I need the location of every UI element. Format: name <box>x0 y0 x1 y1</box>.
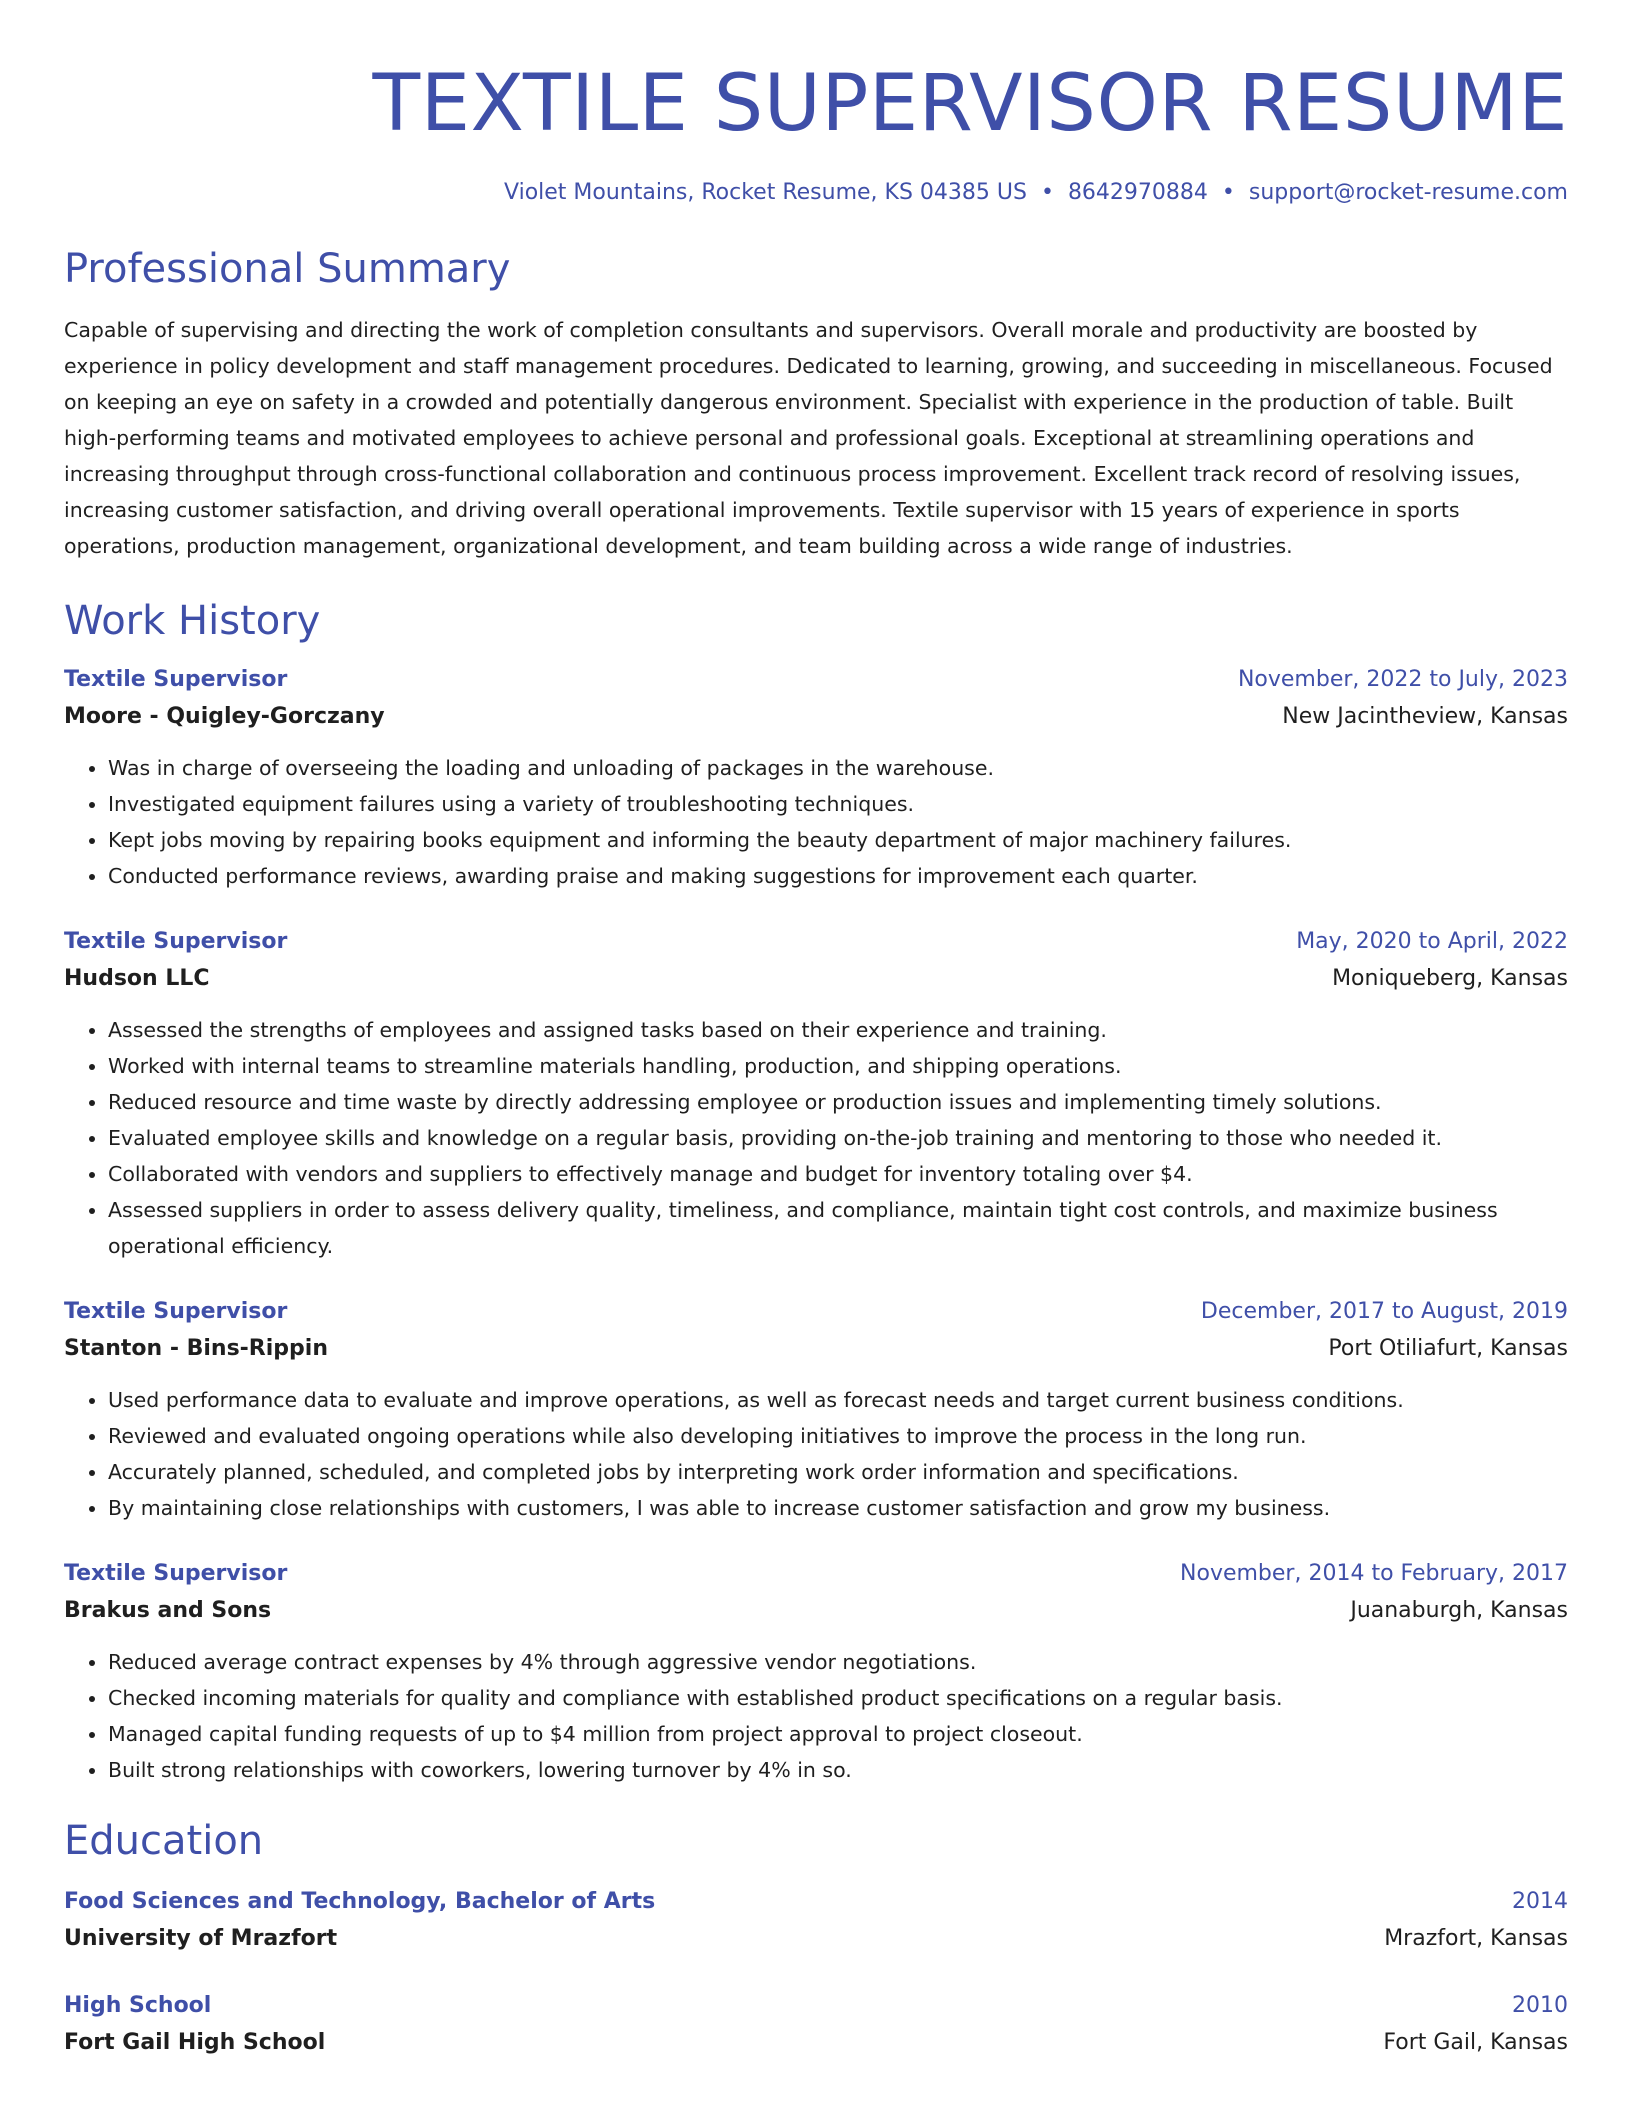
job-bullet: • Was in charge of overseeing the loading and unloading of packages in the warehouse. <box>108 750 1568 786</box>
summary-heading: Professional Summary <box>64 246 511 292</box>
education-heading: Education <box>64 1818 264 1864</box>
job-dates: November, 2022 to July, 2023 <box>1237 667 1568 692</box>
work-history-heading: Work History <box>64 598 321 644</box>
contact-address: Violet Mountains, Rocket Resume, KS 04385 US <box>504 180 1027 205</box>
job-bullet: • Managed capital funding requests of up to $4 million from project approval to project closeout. <box>108 1716 1568 1752</box>
job-bullets <box>64 1644 1568 1788</box>
job-company: Moore - Quigley-Gorczany <box>64 704 385 729</box>
job-bullet: • Worked with internal teams to streamline materials handling, production, and shipping operations. <box>108 1048 1568 1084</box>
job-location: New Jacintheview, Kansas <box>1282 704 1568 729</box>
education-entry <box>64 1988 1568 2062</box>
education-entry <box>64 1884 1568 1958</box>
job-bullet: • Reduced average contract expenses by 4% through aggressive vendor negotiations. <box>108 1644 1568 1680</box>
job-dates: May, 2020 to April, 2022 <box>1296 929 1568 954</box>
job-title: Textile Supervisor <box>64 1561 288 1586</box>
job-bullet: • Conducted performance reviews, awarding praise and making suggestions for improvement each quarter. <box>108 858 1568 894</box>
education-school: Fort Gail High School <box>64 2030 326 2055</box>
job-bullet: • Assessed suppliers in order to assess delivery quality, timeliness, and compliance, maintain tight cost controls, and maximize business operational efficiency. <box>108 1192 1568 1264</box>
education-location: Fort Gail, Kansas <box>1383 2030 1568 2055</box>
contact-separator: • <box>1040 180 1054 205</box>
contact-line <box>64 178 1568 208</box>
work-history-section <box>64 596 1568 1788</box>
job-bullet: • By maintaining close relationships with customers, I was able to increase customer satisfaction and grow my business. <box>108 1490 1568 1526</box>
job-dates: December, 2017 to August, 2019 <box>1200 1299 1568 1324</box>
job-bullet: • Evaluated employee skills and knowledge on a regular basis, providing on-the-job training and mentoring to those who needed it. <box>108 1120 1568 1156</box>
job-bullet: • Reduced resource and time waste by directly addressing employee or production issues and implementing timely solutions. <box>108 1084 1568 1120</box>
job-entry <box>64 924 1568 1264</box>
job-bullet: • Assessed the strengths of employees and assigned tasks based on their experience and training. <box>108 1012 1568 1048</box>
job-company: Hudson LLC <box>64 966 210 991</box>
resume-header <box>64 0 1568 208</box>
job-title: Textile Supervisor <box>64 667 288 692</box>
job-location: Moniqueberg, Kansas <box>1332 966 1568 991</box>
education-school: University of Mrazfort <box>64 1926 338 1951</box>
resume-title: TEXTILE SUPERVISOR RESUME <box>372 59 1568 149</box>
job-entry <box>64 662 1568 894</box>
job-company: Brakus and Sons <box>64 1598 272 1623</box>
education-year: 2014 <box>1512 1889 1568 1914</box>
job-location: Juanaburgh, Kansas <box>1350 1598 1568 1623</box>
job-bullet: • Investigated equipment failures using a variety of troubleshooting techniques. <box>108 786 1568 822</box>
job-bullet: • Kept jobs moving by repairing books equipment and informing the beauty department of major machinery failures. <box>108 822 1568 858</box>
job-bullets <box>64 1012 1568 1264</box>
education-degree: High School <box>64 1993 212 2018</box>
job-company: Stanton - Bins-Rippin <box>64 1336 328 1361</box>
job-dates: November, 2014 to February, 2017 <box>1180 1561 1568 1586</box>
contact-separator: • <box>1221 180 1235 205</box>
education-section <box>64 1816 1568 2062</box>
job-location: Port Otiliafurt, Kansas <box>1328 1336 1568 1361</box>
education-location: Mrazfort, Kansas <box>1384 1926 1568 1951</box>
job-bullet: • Built strong relationships with coworkers, lowering turnover by 4% in so. <box>108 1752 1568 1788</box>
job-bullet: • Used performance data to evaluate and improve operations, as well as forecast needs and target current business conditions. <box>108 1382 1568 1418</box>
job-title: Textile Supervisor <box>64 1299 288 1324</box>
education-year: 2010 <box>1512 1993 1568 2018</box>
summary-text: Capable of supervising and directing the work of completion consultants and supervisors. Overall morale and productivity are boosted by experience in policy development and staff management procedures. Dedicated to learning, growing, and succeeding in miscellaneous. Focused on keeping an eye on safety in a crowded and potentially dangerous environment. Specialist with experience in the production of table. Built high-performing teams and motivated employees to achieve personal and professional goals. Exceptional at streamlining operations and increasing throughput through cross-functional collaboration and continuous process improvement. Excellent track record of resolving issues, increasing customer satisfaction, and driving overall operational improvements. Textile supervisor with 15 years of experience in sports operations, production management, organizational development, and team building across a wide range of industries. <box>64 318 1553 558</box>
job-title: Textile Supervisor <box>64 929 288 954</box>
job-bullet: • Reviewed and evaluated ongoing operations while also developing initiatives to improve the process in the long run. <box>108 1418 1568 1454</box>
job-bullet: • Collaborated with vendors and suppliers to effectively manage and budget for inventory totaling over $4. <box>108 1156 1568 1192</box>
education-degree: Food Sciences and Technology, Bachelor of Arts <box>64 1889 656 1914</box>
job-bullets <box>64 750 1568 894</box>
contact-phone: 8642970884 <box>1067 180 1208 205</box>
job-entry <box>64 1556 1568 1788</box>
job-bullets <box>64 1382 1568 1526</box>
job-entry <box>64 1294 1568 1526</box>
contact-email: support@rocket-resume.com <box>1248 180 1568 205</box>
job-bullet: • Accurately planned, scheduled, and completed jobs by interpreting work order information and specifications. <box>108 1454 1568 1490</box>
summary-section <box>64 244 1568 564</box>
job-bullet: • Checked incoming materials for quality and compliance with established product specifications on a regular basis. <box>108 1680 1568 1716</box>
